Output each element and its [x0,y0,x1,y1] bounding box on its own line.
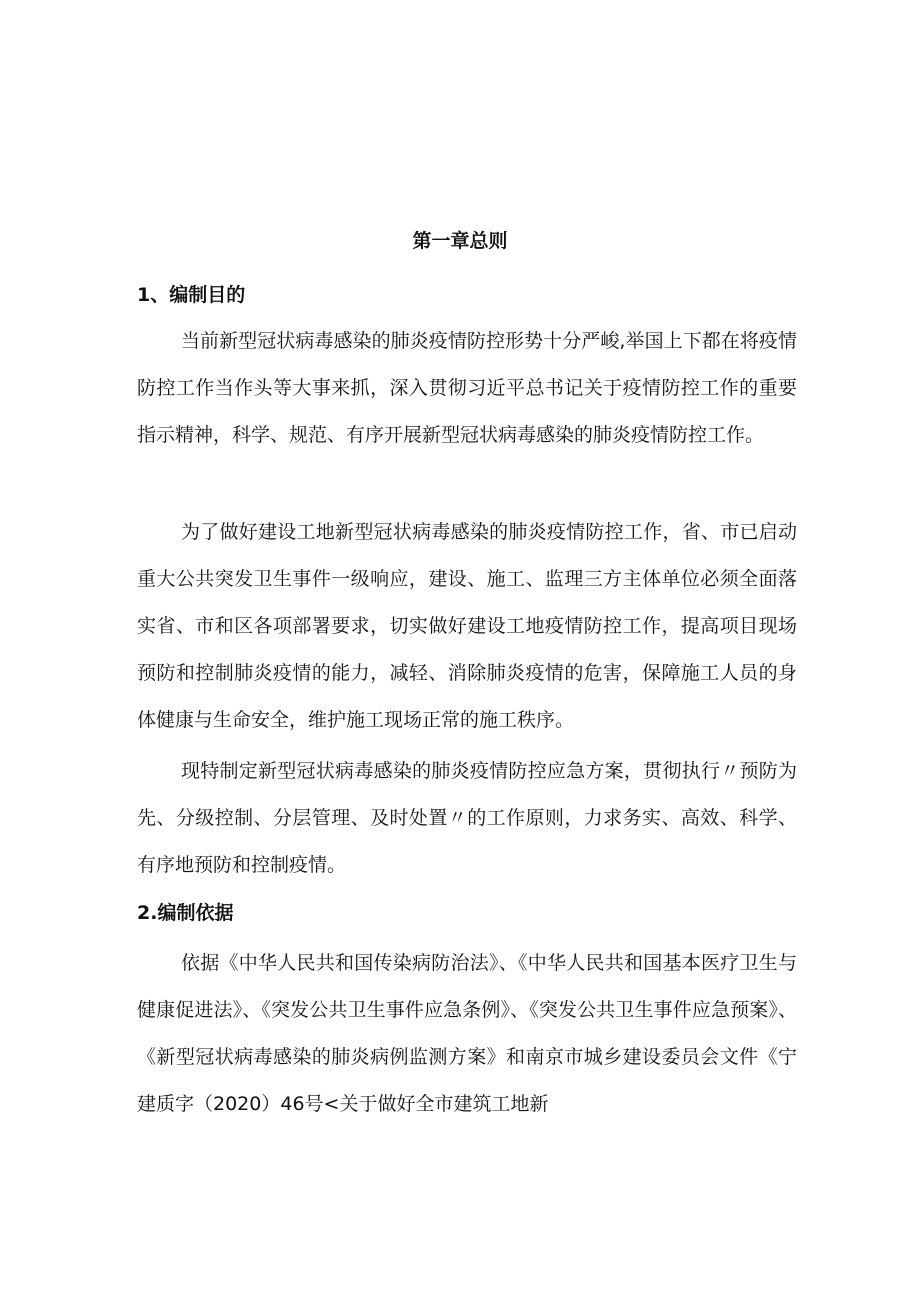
paragraph-purpose-2: 为了做好建设工地新型冠状病毒感染的肺炎疫情防控工作，省、市已启动重大公共突发卫生事件一级响应，建设、施工、监理三方主体单位必须全面落实省、市和区各项部署要求，切实做好建设工地疫情防控工作，提高项目现场预防和控制肺炎疫情的能力，减轻、消除肺炎疫情的危害，保障施工人员的身体健康与生命安全，维护施工现场正常的施工秩序。 [137,521,797,731]
paragraph-basis-1: 依据《中华人民共和国传染病防治法》、《中华人民共和国基本医疗卫生与健康促进法》、《突发公共卫生事件应急条例》、《突发公共卫生事件应急预案》、《新型冠状病毒感染的肺炎病例监测方案》和南京市城乡建设委员会文件《宁建质字（2020）46号<关于做好全市建筑工地新 [137,952,797,1115]
paragraph-purpose-3: 现特制定新型冠状病毒感染的肺炎疫情防控应急方案，贯彻执行〃预防为先、分级控制、分层管理、及时处置〃的工作原则，力求务实、高效、科学、有序地预防和控制疫情。 [137,760,797,876]
chapter-title: 第一章总则 [412,230,508,252]
section-heading-basis: 2.编制依据 [137,902,234,924]
section-heading-purpose: 1、编制目的 [137,284,246,306]
paragraph-purpose-1: 当前新型冠状病毒感染的肺炎疫情防控形势十分严峻,举国上下都在将疫情防控工作当作头等大事来抓，深入贯彻习近平总书记关于疫情防控工作的重要指示精神，科学、规范、有序开展新型冠状病毒感染的肺炎疫情防控工作。 [137,330,797,446]
